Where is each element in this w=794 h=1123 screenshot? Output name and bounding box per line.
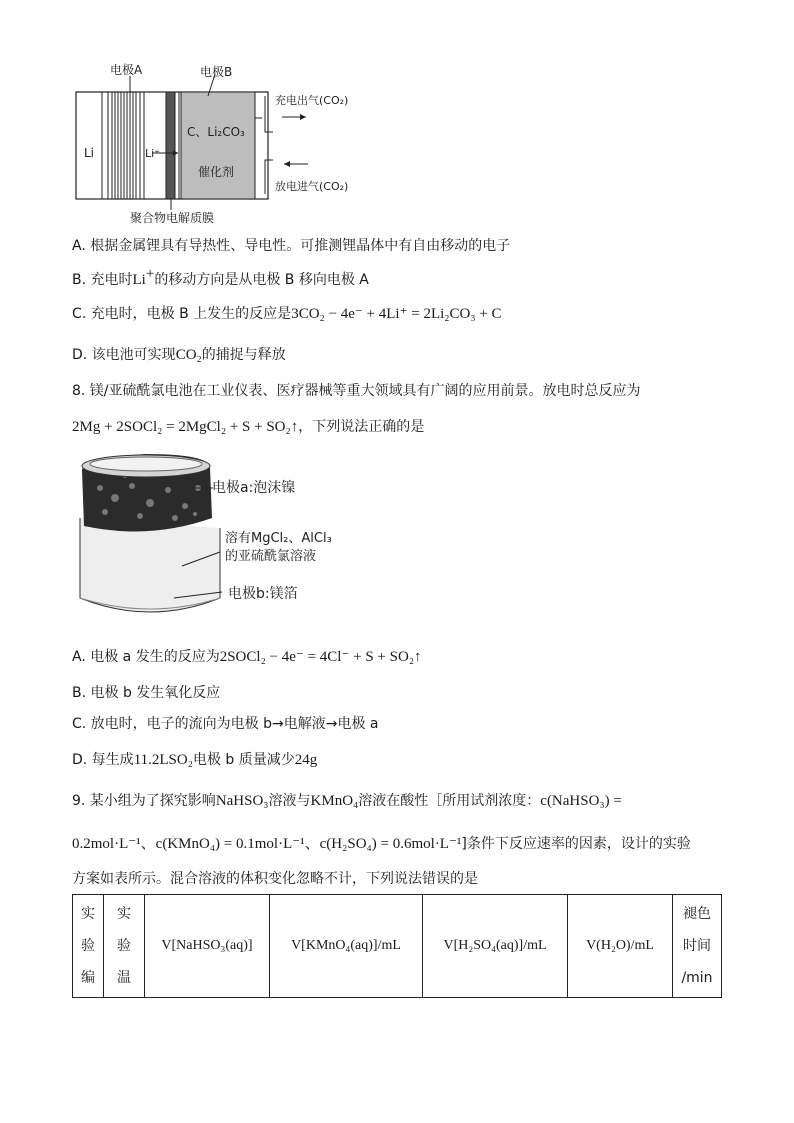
q8-label-electrode-b: 电极b:镁箔	[228, 586, 298, 602]
battery-diagram	[70, 60, 370, 230]
electrode-b-label: 电极B	[200, 65, 233, 79]
li-ion-label: Li⁺	[145, 147, 160, 160]
q8-option-b: B. 电极 b 发生氧化反应	[72, 685, 221, 701]
q7-option-b: B. 充电时Li+的移动方向是从电极 B 移向电极 A	[72, 266, 369, 288]
q9-concentrations: 0.2mol·L⁻¹、c(KMnO₄) = 0.1mol·L⁻¹、c(H₂SO₄) = 0.6mol·L⁻¹]条件下反应速率的因素，设计的实验	[72, 836, 691, 852]
table-header-row	[73, 895, 722, 998]
q8-label-solution-2: 的亚硫酰氯溶液	[225, 549, 317, 564]
header-v-h2o: V(H₂O)/mL	[568, 895, 673, 998]
q9-stem: 9. 某小组为了探究影响NaHSO₃溶液与KMnO₄溶液在酸性［所用试剂浓度：c(NaHSO₃) =	[72, 793, 622, 809]
q8-equation: 2Mg + 2SOCl₂ = 2MgCl₂ + S + SO₂↑	[72, 419, 299, 435]
catalyst-label: 催化剂	[198, 165, 235, 179]
material-label: C、Li₂CO₃	[187, 125, 245, 139]
q8-option-c: C. 放电时，电子的流向为电极 b→电解液→电极 a	[72, 716, 379, 732]
electrode-a-label: 电极A	[110, 63, 143, 77]
charge-out-label: 充电出气(CO₂)	[275, 94, 349, 107]
experiment-table	[72, 894, 722, 998]
q7-option-a: A. 根据金属锂具有导热性、导电性。可推测锂晶体中有自由移动的电子	[72, 238, 511, 254]
discharge-in-label: 放电进气(CO₂)	[275, 180, 349, 193]
q8-equation-line: 2Mg + 2SOCl₂ = 2MgCl₂ + S + SO₂↑，下列说法正确的是	[72, 419, 425, 435]
header-exp-temp: 实 验 温	[104, 895, 145, 998]
header-v-nahso3: V[NaHSO₃(aq)]	[145, 895, 270, 998]
mg-battery-illustration	[70, 448, 370, 624]
q8-label-solution-1: 溶有MgCl₂、AlCl₃	[225, 531, 332, 546]
q8-stem: 8. 镁/亚硫酰氯电池在工业仪表、医疗器械等重大领域具有广阔的应用前景。放电时总反应为	[72, 383, 641, 399]
q8-label-electrode-a: 电极a:泡沫镍	[212, 480, 296, 496]
q7-c-equation: 3CO₂ − 4e⁻ + 4Li⁺ = 2Li₂CO₃ + C	[291, 306, 502, 322]
li-label: Li	[84, 146, 95, 160]
header-fade-time: 褪色 时间 /min	[673, 895, 722, 998]
header-exp-number: 实 验 编	[73, 895, 104, 998]
q7-option-c: C. 充电时，电极 B 上发生的反应是3CO₂ − 4e⁻ + 4Li⁺ = 2Li₂CO₃ + C	[72, 306, 502, 322]
q8-a-equation: 2SOCl₂ − 4e⁻ = 4Cl⁻ + S + SO₂↑	[219, 649, 422, 665]
header-v-kmno4: V[KMnO₄(aq)]/mL	[270, 895, 423, 998]
q9-stem-3: 方案如表所示。混合溶液的体积变化忽略不计，下列说法错误的是	[72, 871, 478, 887]
q7-option-d: D. 该电池可实现CO₂的捕捉与释放	[72, 347, 286, 363]
q8-option-a: A. 电极 a 发生的反应为2SOCl₂ − 4e⁻ = 4Cl⁻ + S + SO₂↑	[72, 649, 422, 665]
header-v-h2so4: V[H₂SO₄(aq)]/mL	[423, 895, 568, 998]
q8-option-d: D. 每生成11.2LSO₂电极 b 质量减少24g	[72, 752, 318, 768]
membrane-label: 聚合物电解质膜	[130, 211, 215, 225]
